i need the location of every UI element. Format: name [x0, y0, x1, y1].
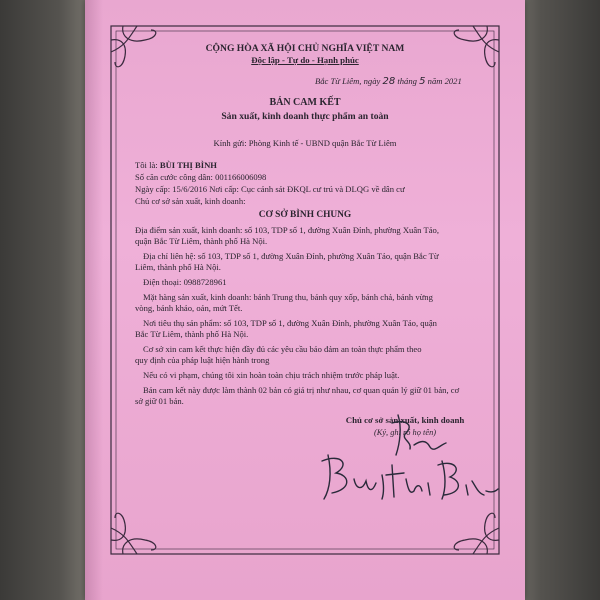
place-text: Bắc Từ Liêm, ngày: [315, 76, 381, 86]
business-name: CƠ SỞ BÌNH CHUNG: [258, 210, 352, 220]
signature-note: (Ký, ghi rõ họ tên): [373, 428, 437, 437]
signature-title: Chủ cơ sở sản xuất, kinh doanh: [345, 415, 465, 425]
commit-line-2: quy định của pháp luật hiện hành trong: [135, 355, 270, 365]
month-value: 5: [419, 76, 426, 87]
commit-line-1: Cơ sở xin cam kết thực hiện đầy đủ các yêu cầu bảo đảm an toàn thực phẩm theo: [143, 344, 422, 354]
owner-name: BÙI THỊ BÌNH: [159, 160, 217, 170]
products-line-1: Mặt hàng sản xuất, kinh doanh: bánh Trung thu, bánh quy xốp, bánh chả, bánh vừng: [143, 292, 433, 302]
consume-line-1: Nơi tiêu thụ sản phẩm: số 103, TDP số 1, đường Xuân Đỉnh, phường Xuân Tảo, quận: [143, 318, 437, 328]
motto-header: Độc lập - Tự do - Hạnh phúc: [251, 55, 359, 65]
name-label: Tôi là:: [135, 160, 158, 170]
consume-line-2: Bắc Từ Liêm, thành phố Hà Nội.: [135, 329, 249, 339]
place-date: [315, 76, 462, 87]
copies-line-1: Bản cam kết này được làm thành 02 bản có giá trị như nhau, cơ quan quản lý giữ 01 bản, cơ: [143, 385, 460, 395]
month-word: tháng: [397, 76, 417, 86]
products-line-2: vòng, bánh khảo, oản, mứt Tết.: [135, 303, 243, 313]
handwritten-signature: [280, 395, 500, 515]
phone-line: Điện thoại: 0988728961: [143, 277, 227, 287]
violation-line: Nếu có vi phạm, chúng tôi xin hoàn toàn chịu trách nhiệm trước pháp luật.: [143, 370, 400, 380]
document-subtitle: Sản xuất, kinh doanh thực phẩm an toàn: [221, 111, 389, 122]
copies-line-2: sở giữ 01 bản.: [135, 396, 184, 406]
year-text: năm 2021: [427, 76, 462, 86]
id-number-line: Số căn cước công dân: 001166006098: [135, 172, 267, 182]
nation-header: CỘNG HÒA XÃ HỘI CHỦ NGHĨA VIỆT NAM: [205, 43, 405, 54]
name-line: [135, 160, 217, 171]
owner-line: Chủ cơ sở sản xuất, kinh doanh:: [135, 196, 246, 206]
day-value: 28: [382, 76, 396, 87]
document-paper: [85, 0, 525, 600]
location-line-1: Địa điểm sản xuất, kinh doanh: số 103, TDP số 1, đường Xuân Đỉnh, phường Xuân Tảo,: [135, 225, 439, 235]
contact-line-2: Liêm, thành phố Hà Nội.: [135, 262, 221, 272]
location-line-2: quận Bắc Từ Liêm, thành phố Hà Nội.: [135, 236, 268, 246]
contact-line-1: Địa chỉ liên hệ: số 103, TDP số 1, đường Xuân Đỉnh, phường Xuân Tảo, quận Bắc Từ: [143, 251, 439, 261]
issue-line: Ngày cấp: 15/6/2016 Nơi cấp: Cục cảnh sát ĐKQL cư trú và DLQG về dân cư: [135, 184, 405, 194]
recipient-line: Kính gửi: Phòng Kinh tế - UBND quận Bắc Từ Liêm: [213, 138, 397, 148]
document-title: BẢN CAM KẾT: [269, 97, 341, 108]
